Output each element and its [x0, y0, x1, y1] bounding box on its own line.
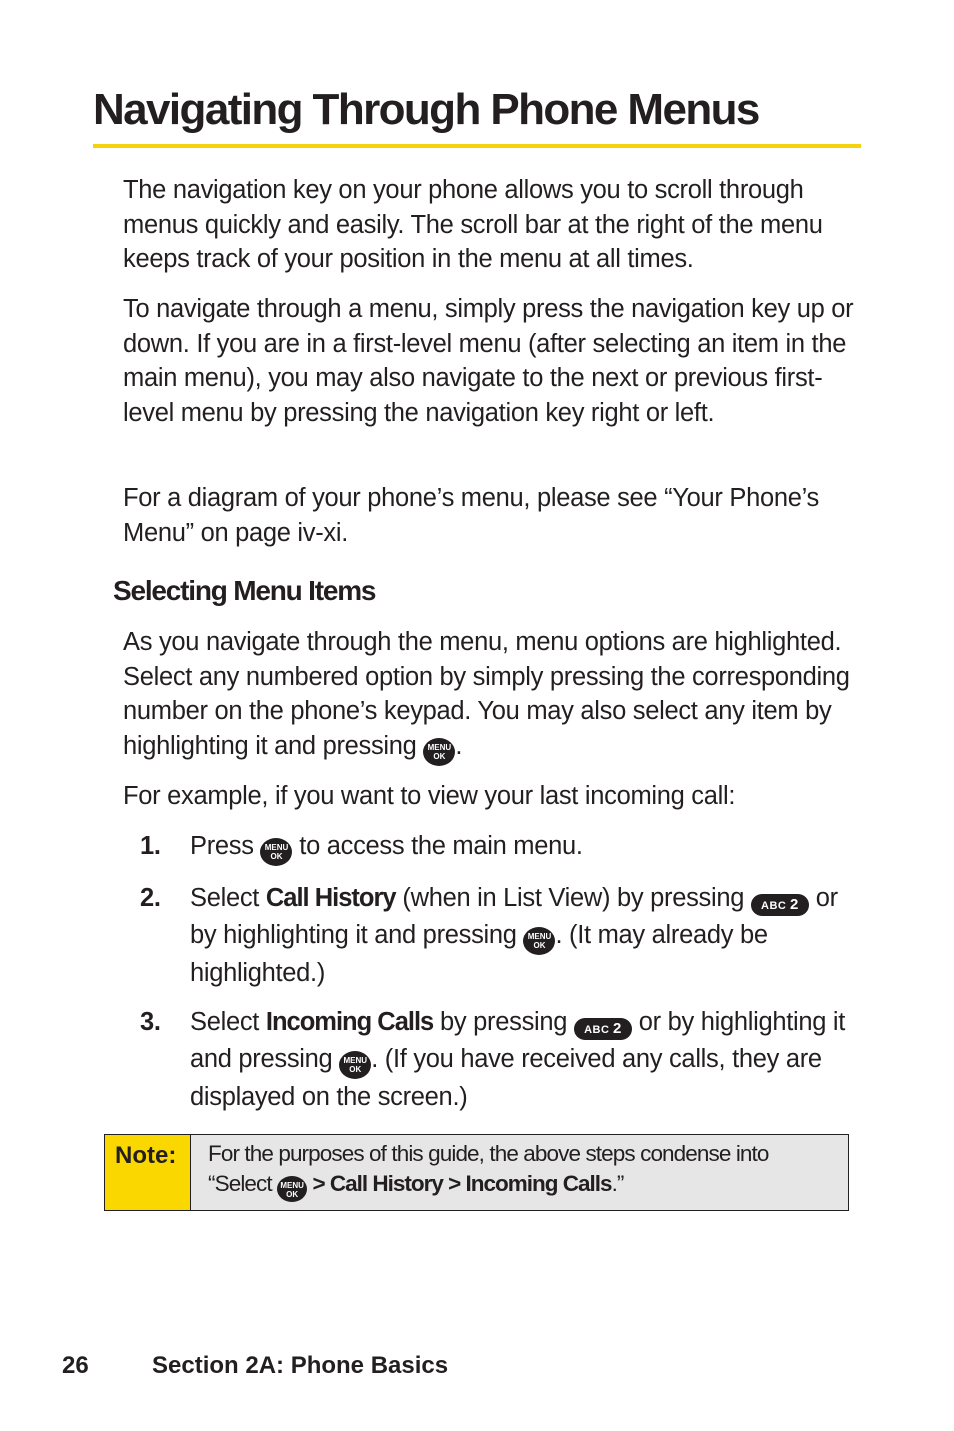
term-incoming-calls: Incoming Calls [265, 1008, 434, 1036]
step-text: Press [190, 832, 254, 860]
note-text [191, 1135, 848, 1210]
select-paragraph [123, 625, 863, 766]
step-text: . (It may already be highlighted.) [190, 920, 768, 987]
menu-ok-key-icon: MENU OK [423, 738, 455, 766]
step-text: or by highlighting it and pressing [190, 884, 838, 949]
step-number: 1. [140, 832, 161, 860]
select-paragraph-text: As you navigate through the menu, menu options are highlighted. Select any numbered option by simply pressing the corresponding number on the phone’s keypad. You may also select any item by highlighting it and pressing [123, 628, 850, 760]
note-menu-path: > Call History > Incoming Calls [312, 1171, 612, 1196]
step-text: or by highlighting it and pressing [190, 1008, 846, 1073]
step-text: Select [190, 1008, 260, 1036]
abc-2-key-icon: ABC 2 [574, 1018, 632, 1040]
intro-paragraph-2: To navigate through a menu, simply press the navigation key up or down. If you are in a first-level menu (after selecting an item in the main menu), you may also navigate to the next or previous first-level menu by pressing the navigation key right or left. [123, 295, 854, 427]
step-text: to access the main menu. [299, 832, 583, 860]
note-box [104, 1134, 849, 1211]
step-2 [140, 880, 865, 991]
step-text: . (If you have received any calls, they are displayed on the screen.) [190, 1044, 822, 1111]
step-number: 3. [140, 1008, 161, 1036]
step-text: by pressing [440, 1008, 568, 1036]
note-line-1: For the purposes of this guide, the above steps condense into [208, 1141, 769, 1166]
menu-ok-key-icon: MENU OK [260, 838, 292, 866]
term-call-history: Call History [265, 884, 396, 912]
section-footer: Section 2A: Phone Basics [152, 1352, 449, 1379]
step-text: (when in List View) by pressing [402, 884, 745, 912]
step-3 [140, 1004, 865, 1115]
intro-paragraph-3: For a diagram of your phone’s menu, please see “Your Phone’s Menu” on page iv-xi. [123, 484, 819, 547]
title-rule [93, 144, 861, 148]
note-select-prefix: “Select [208, 1171, 272, 1196]
menu-ok-key-icon: MENU OK [339, 1051, 371, 1079]
step-1 [140, 828, 865, 866]
abc-2-key-icon: ABC 2 [751, 894, 809, 916]
note-label: Note: [105, 1135, 191, 1210]
page-number: 26 [62, 1352, 89, 1379]
select-paragraph-end: . [455, 731, 463, 760]
step-number: 2. [140, 884, 161, 912]
page-title: Navigating Through Phone Menus [93, 85, 759, 134]
note-suffix: .” [611, 1171, 624, 1196]
intro-paragraph-1: The navigation key on your phone allows you to scroll through menus quickly and easily. The scroll bar at the right of the menu keeps track of your position in the menu at all times. [123, 176, 823, 273]
menu-ok-key-icon: MENU OK [523, 927, 555, 955]
example-intro: For example, if you want to view your last incoming call: [123, 782, 736, 810]
section-subheading: Selecting Menu Items [113, 575, 376, 606]
menu-ok-key-icon: MENU OK [277, 1176, 307, 1202]
step-text: Select [190, 884, 260, 912]
